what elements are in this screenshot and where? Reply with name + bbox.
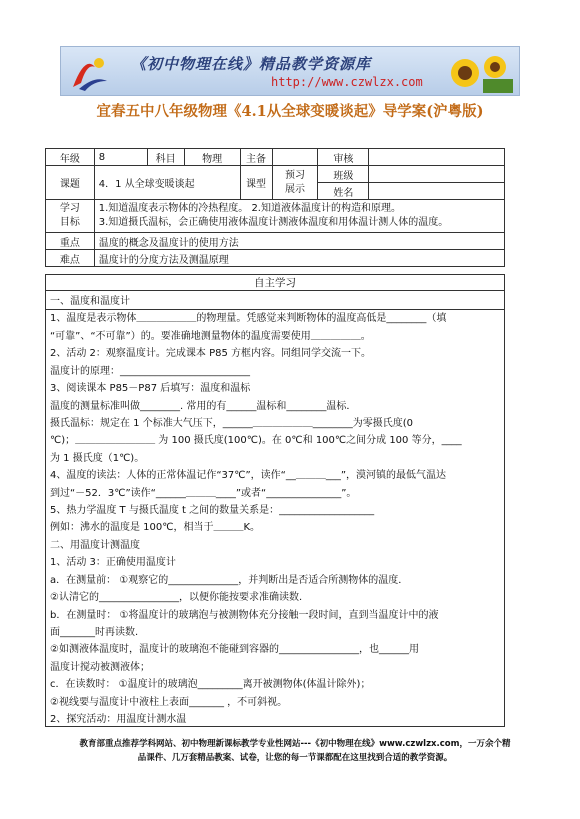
study-line: ℃)；＿＿＿＿＿＿＿＿ 为 100 摄氏度(100℃)。在 0℃和 100℃之间分成 100 等分，____ <box>50 435 462 446</box>
study-line: 2、探究活动：用温度计测水温 <box>50 714 187 725</box>
type-value-2: 展示 <box>285 183 305 195</box>
study-line: c．在读数时： ①温度计的玻璃泡_________离开被测物体(体温计除外)； <box>50 679 371 690</box>
study-line: 二、用温度计测温度 <box>50 540 140 551</box>
review-value[interactable] <box>369 149 505 166</box>
difficulty-value: 温度计的分度方法及测温原理 <box>94 250 504 267</box>
study-line: 2、活动 2：观察温度计。完成课本 P85 方框内容。同组同学交流一下。 <box>50 348 372 359</box>
study-line: 4、温度的读法：人体的正常体温记作“37℃”，读作“__＿＿＿___”，漠河镇的最低气温达 <box>50 470 447 481</box>
key-point-label: 重点 <box>46 233 95 250</box>
subject-label: 科目 <box>147 149 184 166</box>
study-line: ②视线要与温度计中液柱上表面_______ ，不可斜视。 <box>50 697 288 708</box>
footer-line-2: 品课件、几万套精品教案、试卷，让您的每一节课都配在这里找到合适的教学资源。 <box>137 753 453 763</box>
topic-label: 课题 <box>46 166 95 200</box>
study-line: 温度计的原理：__________________________ <box>50 366 250 377</box>
class-value[interactable] <box>369 166 505 183</box>
study-line: 摄氏温标：规定在 1 个标准大气压下，______＿＿＿＿＿＿________为零摄氏度(0 <box>50 418 413 429</box>
study-line: 5、热力学温度 T 与摄氏温度 t 之间的数量关系是：___________________ <box>50 505 375 516</box>
subject-value: 物理 <box>184 149 240 166</box>
name-label: 姓名 <box>318 183 369 200</box>
name-value[interactable] <box>369 183 505 200</box>
document-title: 宜春五中八年级物理《4.1从全球变暖谈起》导学案(沪粤版) <box>96 103 484 120</box>
study-line: 1、活动 3：正确使用温度计 <box>50 557 176 568</box>
site-banner <box>60 46 520 96</box>
lesson-info-table <box>45 148 505 267</box>
grade-value: 8 <box>94 149 147 166</box>
study-line: 例如：沸水的温度是 100℃，相当于＿＿＿K。 <box>50 522 261 533</box>
study-line: 面_______时再读数. <box>50 627 139 638</box>
type-label: 课型 <box>240 166 272 200</box>
study-line: a．在测量前： ①观察它的______________，并判断出是否适合所测物体的温度． <box>50 575 409 586</box>
review-label: 审核 <box>318 149 369 166</box>
study-line: 到过“－52．3℃”读作“______＿＿＿____”或者“_______________”。 <box>50 488 357 499</box>
goal-label-1: 学习 <box>59 203 80 214</box>
study-line: b．在测量时： ①将温度计的玻璃泡与被测物体充分接触一段时间，直到当温度计中的液 <box>50 610 439 621</box>
goal-line-2: 3.知道摄氏温标，会正确使用液体温度计测液体温度和用体温计测人体的温度。 <box>98 217 449 228</box>
study-line: 一、温度和温度计 <box>50 296 130 307</box>
study-line: “可靠”、“不可靠”）的。要准确地测量物体的温度需要使用＿＿＿＿＿。 <box>50 331 371 342</box>
goal-line-1: 1.知道温度表示物体的冷热程度。 2.知道液体温度计的构造和原理。 <box>98 203 401 214</box>
site-logo-icon <box>65 53 109 93</box>
section-divider <box>46 309 504 310</box>
preparer-value[interactable] <box>272 149 318 166</box>
type-value-1: 预习 <box>285 169 305 181</box>
type-value <box>272 166 318 200</box>
banner-url[interactable]: http://www.czwlzx.com <box>271 75 423 89</box>
sunflower-icon <box>443 51 515 93</box>
self-study-header: 自主学习 <box>46 275 504 291</box>
page-footer <box>45 737 545 765</box>
study-line: 温度计搅动被测液体； <box>50 662 150 673</box>
topic-value: 4．1 从全球变暖谈起 <box>94 166 240 200</box>
study-line: 为 1 摄氏度（1℃)。 <box>50 453 145 464</box>
grade-label: 年级 <box>46 149 95 166</box>
preparer-label: 主备 <box>240 149 272 166</box>
footer-line-1: 教育部重点推荐学科网站、初中物理新课标教学专业性网站---《初中物理在线》www.czwlzx.com，一万余个精 <box>79 739 511 749</box>
study-line: ②认清它的________________，以便你能按要求准确读数. <box>50 592 303 603</box>
class-label: 班级 <box>318 166 369 183</box>
key-point-value: 温度的概念及温度计的使用方法 <box>94 233 504 250</box>
study-line: 3、阅读课本 P85－P87 后填写：温度和温标 <box>50 383 251 394</box>
banner-title: 《初中物理在线》精品教学资源库 <box>131 55 372 73</box>
study-line: 温度的测量标准叫做________. 常用的有______温标和________温标． <box>50 401 357 412</box>
study-line: ②如测液体温度时，温度计的玻璃泡不能碰到容器的________________，也______用 <box>50 644 419 655</box>
difficulty-label: 难点 <box>46 250 95 267</box>
goal-label-2: 目标 <box>59 217 80 228</box>
goal-content <box>94 200 504 233</box>
self-study-section <box>45 274 505 727</box>
study-line: 1、温度是表示物体＿＿＿＿＿＿的物理量。凭感觉来判断物体的温度高低是________（填 <box>50 313 447 324</box>
goal-label <box>46 200 95 233</box>
